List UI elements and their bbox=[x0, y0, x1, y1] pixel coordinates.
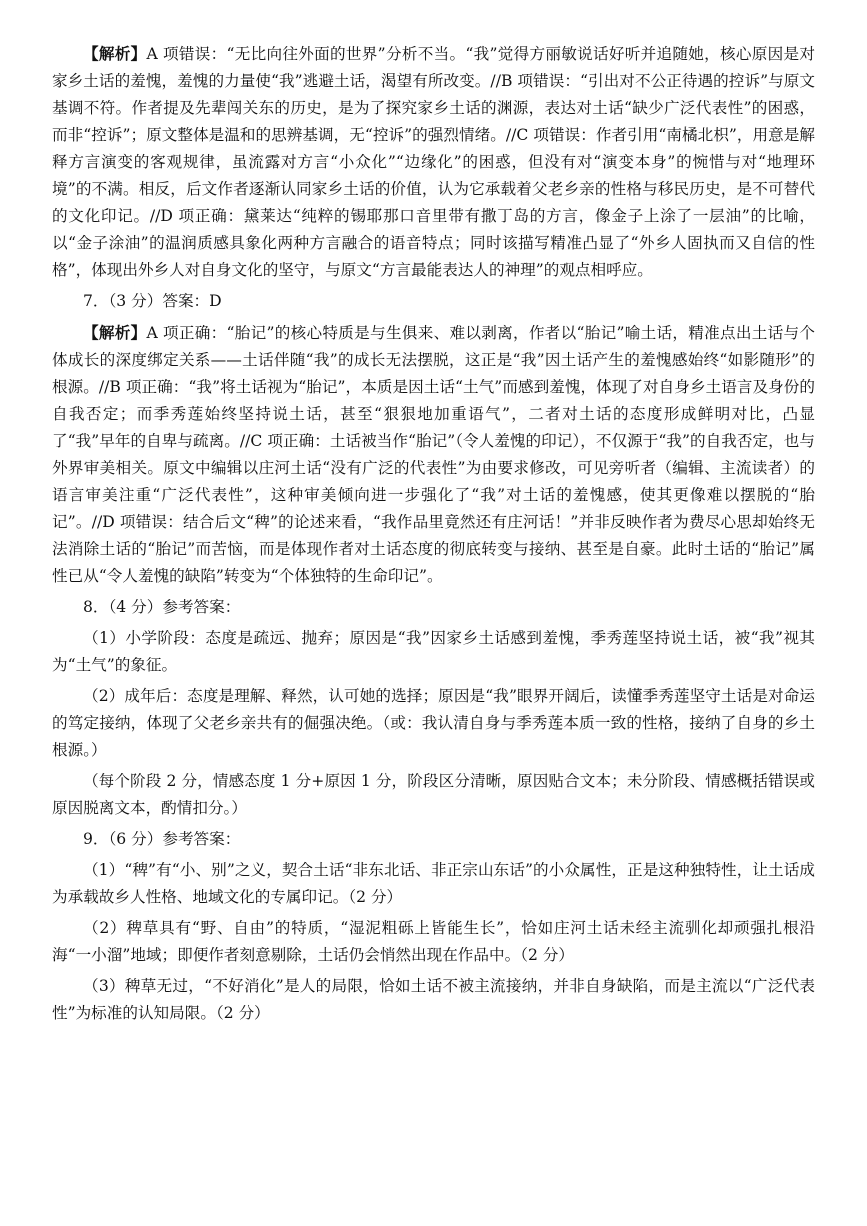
analysis-label: 【解析】 bbox=[83, 323, 147, 342]
answer-8-scoring-note: （每个阶段 2 分，情感态度 1 分+原因 1 分，阶段区分清晰，原因贴合文本；未分阶段、情感概括错误或原因脱离文本，酌情扣分。） bbox=[52, 772, 815, 817]
answer-9-1: （1）“稗”有“小、别”之义，契合土话“非东北话、非正宗山东话”的小众属性，正是这种独特性，让土话成为承载故乡人性格、地域文化的专属印记。（2 分） bbox=[52, 861, 815, 906]
analysis-label: 【解析】 bbox=[83, 44, 147, 63]
question-9-heading: 9．（6 分）参考答案： bbox=[83, 830, 241, 848]
analysis-text: A 项正确：“胎记”的核心特质是与生俱来、难以剥离，作者以“胎记”喻土话，精准点出土话与个体成长的深度绑定关系——土话伴随“我”的成长无法摆脱，这正是“我”因土话产生的羞愧感始终“如影随形”的根源。//B 项正确：“我”将土话视为“胎记”，本质是因土话“土气”而感到羞愧，体现了对自身乡土语言及身份的自我否定；而季秀莲始终坚持说土话，甚至“狠狠地加重语气”，二者对土话的态度形成鲜明对比，凸显了“我”早年的自卑与疏离。//C 项正确：土话被当作“胎记”（令人羞愧的印记），不仅源于“我”的自我否定，也与外界审美相关。原文中编辑以庄河土话“没有广泛的代表性”为由要求修改，可见旁听者（编辑、主流读者）的语言审美注重“广泛代表性”，这种审美倾向进一步强化了“我”对土话的羞愧感，使其更像难以摆脱的“胎记”。//D 项错误：结合后文“稗”的论述来看，“我作品里竟然还有庄河话！”并非反映作者为费尽心思却始终无法消除土话的“胎记”而苦恼，而是体现作者对土话态度的彻底转变与接纳、甚至是自豪。此时土话的“胎记”属性已从“令人羞愧的缺陷”转变为“个体独特的生命印记”。 bbox=[52, 324, 815, 585]
answer-9-2: （2）稗草具有“野、自由”的特质，“湿泥粗砾上皆能生长”，恰如庄河土话未经主流驯化却顽强扎根沿海“一小溜”地域；即便作者刻意剔除，土话仍会悄然出现在作品中。（2 分） bbox=[52, 919, 815, 964]
analysis-paragraph-7 bbox=[52, 319, 815, 590]
question-8-heading: 8．（4 分）参考答案： bbox=[83, 598, 241, 616]
answer-9-3: （3）稗草无过，“不好消化”是人的局限，恰如土话不被主流接纳，并非自身缺陷，而是主流以“广泛代表性”为标准的认知局限。（2 分） bbox=[52, 977, 815, 1022]
question-7-answer: 7．（3 分）答案：D bbox=[83, 292, 222, 310]
answer-8-2: （2）成年后：态度是理解、释然，认可她的选择；原因是“我”眼界开阔后，读懂季秀莲坚守土话是对命运的笃定接纳，体现了父老乡亲共有的倔强决绝。（或：我认清自身与季秀莲本质一致的性格，接纳了自身的乡土根源。） bbox=[52, 687, 815, 759]
analysis-paragraph-6 bbox=[52, 40, 815, 284]
analysis-text: A 项错误：“无比向往外面的世界”分析不当。“我”觉得方丽敏说话好听并追随她，核心原因是对家乡土话的羞愧，羞愧的力量使“我”逃避土话，渴望有所改变。//B 项错误：“引出对不公正待遇的控诉”与原文基调不符。作者提及先辈闯关东的历史，是为了探究家乡土话的渊源，表达对土话“缺少广泛代表性”的困惑，而非“控诉”；原文整体是温和的思辨基调，无“控诉”的强烈情绪。//C 项错误：作者引用“南橘北枳”，用意是解释方言演变的客观规律，虽流露对方言“小众化”“边缘化”的困惑，但没有对“演变本身”的惋惜与对“地理环境”的不满。相反，后文作者逐渐认同家乡土话的价值，认为它承载着父老乡亲的性格与移民历史，是不可替代的文化印记。//D 项正确：黛莱达“纯粹的锡耶那口音里带有撒丁岛的方言，像金子上涂了一层油”的比喻，以“金子涂油”的温润质感具象化两种方言融合的语音特点；同时该描写精准凸显了“外乡人固执而又自信的性格”，体现出外乡人对自身文化的坚守，与原文“方言最能表达人的神理”的观点相呼应。 bbox=[52, 45, 815, 279]
answer-8-1: （1）小学阶段：态度是疏远、抛弃；原因是“我”因家乡土话感到羞愧，季秀莲坚持说土话，被“我”视其为“土气”的象征。 bbox=[52, 629, 815, 674]
